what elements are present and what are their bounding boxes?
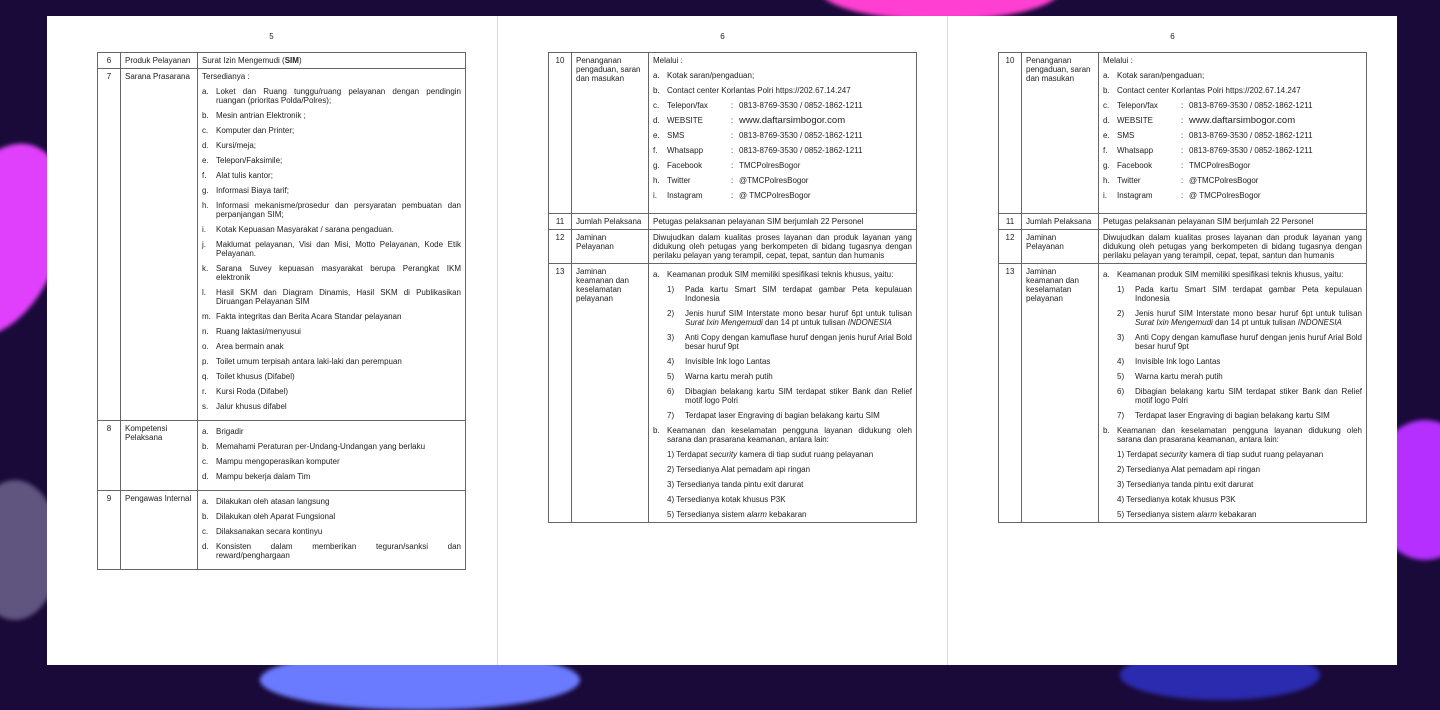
row-label: Penanganan pengaduan, saran dan masukan (572, 53, 649, 214)
row-content: Surat Izin Mengemudi (SIM) (198, 53, 466, 69)
list-item: b. Memahami Peraturan per-Undang-Undangan yang berlaku (202, 442, 426, 451)
contact-item: e. SMS : 0813-8769-3530 / 0852-1862-1211 (1103, 131, 1313, 140)
row-number: 11 (549, 214, 572, 230)
list-item: b. Keamanan dan keselamatan pengguna layanan didukung oleh sarana dan prasarana keamanan, antara lain: (653, 426, 912, 444)
list-intro: Melalui : (1103, 56, 1133, 65)
list-item: 7) Terdapat laser Engraving di bagian belakang kartu SIM (667, 411, 880, 420)
list-item: e. Telepon/Faksimile; (202, 156, 283, 165)
list-item: b. Dilakukan oleh Aparat Fungsional (202, 512, 336, 521)
row-content (649, 53, 917, 214)
table-row (98, 53, 466, 69)
list-item: c. Komputer dan Printer; (202, 126, 295, 135)
table-row (999, 214, 1367, 230)
service-standard-table (998, 52, 1367, 523)
row-label: Produk Pelayanan (121, 53, 198, 69)
row-number: 13 (999, 264, 1022, 523)
table-row (999, 264, 1367, 523)
table-row (999, 53, 1367, 214)
list-item: a. Kotak saran/pengaduan; (1103, 71, 1205, 80)
list-item: m. Fakta integritas dan Berita Acara Standar pelayanan (202, 312, 402, 321)
list-item: a. Keamanan produk SIM memiliki spesifikasi teknis khusus, yaitu: (1103, 270, 1344, 279)
contact-item: d. WEBSITE : www.daftarsimbogor.com (653, 115, 846, 126)
list-item: 3) Tersedianya tanda pintu exit darurat (667, 480, 804, 489)
contact-item: g. Facebook : TMCPolresBogor (1103, 161, 1251, 170)
table-row (98, 421, 466, 491)
list-item: q. Toilet khusus (Difabel) (202, 372, 295, 381)
row-label: Pengawas Internal (121, 491, 198, 570)
list-item: 5) Tersedianya sistem alarm kebakaran (667, 510, 807, 519)
contact-item: f. Whatsapp : 0813-8769-3530 / 0852-1862-1211 (1103, 146, 1313, 155)
list-item: 6) Dibagian belakang kartu SIM terdapat stiker Bank dan Relief motif logo Polri (1117, 387, 1362, 405)
row-label: Kompetensi Pelaksana (121, 421, 198, 491)
row-number: 8 (98, 421, 121, 491)
page-number: 6 (1170, 32, 1175, 41)
row-content (1099, 53, 1367, 214)
row-label: Jaminan keamanan dan keselamatan pelayanan (572, 264, 649, 523)
list-item: 3) Anti Copy dengan kamuflase huruf dengan jenis huruf Arial Bold besar huruf 9pt (667, 333, 912, 351)
list-item: a. Dilakukan oleh atasan langsung (202, 497, 330, 506)
list-item: a. Kotak saran/pengaduan; (653, 71, 755, 80)
row-label: Jaminan Pelayanan (572, 230, 649, 264)
list-item: n. Ruang laktasi/menyusui (202, 327, 301, 336)
list-item: a. Keamanan produk SIM memiliki spesifikasi teknis khusus, yaitu: (653, 270, 894, 279)
list-item: 2) Tersedianya Alat pemadam api ringan (1117, 465, 1261, 474)
list-item: o. Area bermain anak (202, 342, 284, 351)
row-number: 11 (999, 214, 1022, 230)
list-item: b. Contact center Korlantas Polri https://202.67.14.247 (1103, 86, 1301, 95)
list-item: 1) Pada kartu Smart SIM terdapat gambar Peta kepulauan Indonesia (1117, 285, 1362, 303)
list-item: d. Mampu bekerja dalam Tim (202, 472, 311, 481)
row-label: Jumlah Pelaksana (1022, 214, 1099, 230)
list-item: 2) Jenis huruf SIM Interstate mono besar huruf 6pt untuk tulisan Surat Ixin Mengemudi dan 14 pt untuk tulisan INDONESIA (667, 309, 912, 327)
list-item: 3) Tersedianya tanda pintu exit darurat (1117, 480, 1254, 489)
list-item: c. Mampu mengoperasikan komputer (202, 457, 340, 466)
list-item: b. Keamanan dan keselamatan pengguna layanan didukung oleh sarana dan prasarana keamanan, antara lain: (1103, 426, 1362, 444)
row-content (198, 421, 466, 491)
contact-item: c. Telepon/fax : 0813-8769-3530 / 0852-1862-1211 (653, 101, 863, 110)
list-item: d. Kursi/meja; (202, 141, 257, 150)
contact-item: h. Twitter : @TMCPolresBogor (1103, 176, 1259, 185)
list-item: 6) Dibagian belakang kartu SIM terdapat stiker Bank dan Relief motif logo Polri (667, 387, 912, 405)
document-sheet (47, 16, 1397, 665)
row-label: Jumlah Pelaksana (572, 214, 649, 230)
row-number: 7 (98, 69, 121, 421)
list-item: s. Jalur khusus difabel (202, 402, 287, 411)
list-item: 1) Pada kartu Smart SIM terdapat gambar Peta kepulauan Indonesia (667, 285, 912, 303)
page-6 (497, 16, 947, 665)
row-label: Jaminan Pelayanan (1022, 230, 1099, 264)
page-5 (47, 16, 496, 665)
row-content: Petugas pelaksanan pelayanan SIM berjumlah 22 Personel (649, 214, 917, 230)
list-item: 5) Warna kartu merah putih (667, 372, 773, 381)
list-item: 4) Invisible Ink logo Lantas (1117, 357, 1221, 366)
row-content (1099, 264, 1367, 523)
list-item: 4) Invisible Ink logo Lantas (667, 357, 771, 366)
list-item: a. Loket dan Ruang tunggu/ruang pelayanan dengan pendingin ruangan (prioritas Polda/Polres); (202, 87, 461, 105)
service-standard-table (548, 52, 917, 523)
contact-item: e. SMS : 0813-8769-3530 / 0852-1862-1211 (653, 131, 863, 140)
table-row (98, 491, 466, 570)
contact-item: c. Telepon/fax : 0813-8769-3530 / 0852-1862-1211 (1103, 101, 1313, 110)
row-content (198, 69, 466, 421)
row-label: Penanganan pengaduan, saran dan masukan (1022, 53, 1099, 214)
list-item: 4) Tersedianya kotak khusus P3K (1117, 495, 1236, 504)
contact-item: g. Facebook : TMCPolresBogor (653, 161, 801, 170)
list-item: p. Toilet umum terpisah antara laki-laki dan perempuan (202, 357, 402, 366)
row-number: 9 (98, 491, 121, 570)
list-item: 1) Terdapat security kamera di tiap sudut ruang pelayanan (667, 450, 874, 459)
list-item: 3) Anti Copy dengan kamuflase huruf dengan jenis huruf Arial Bold besar huruf 9pt (1117, 333, 1362, 351)
contact-item: h. Twitter : @TMCPolresBogor (653, 176, 809, 185)
table-row (549, 230, 917, 264)
row-number: 6 (98, 53, 121, 69)
list-intro: Melalui : (653, 56, 683, 65)
list-item: l. Hasil SKM dan Diagram Dinamis, Hasil SKM di Publikasikan Diruangan Pelayanan SIM (202, 288, 461, 306)
table-row (999, 230, 1367, 264)
list-item: 5) Tersedianya sistem alarm kebakaran (1117, 510, 1257, 519)
row-content: Diwujudkan dalam kualitas proses layanan dan produk layanan yang didukung oleh petugas yang berkompeten di bidang tugasnya dengan perilaku pelayan yang terampil, cepat, tepat, santun dan humanis (1099, 230, 1367, 264)
row-content (198, 491, 466, 570)
list-item: i. Kotak Kepuasan Masyarakat / sarana pengaduan. (202, 225, 394, 234)
list-item: d. Konsisten dalam memberikan teguran/sanksi dan reward/penghargaan (202, 542, 461, 560)
list-item: 5) Warna kartu merah putih (1117, 372, 1223, 381)
row-number: 12 (549, 230, 572, 264)
contact-item: d. WEBSITE : www.daftarsimbogor.com (1103, 115, 1296, 126)
list-item: h. Informasi mekanisme/prosedur dan persyaratan pembuatan dan perpanjangan SIM; (202, 201, 461, 219)
list-item: 2) Jenis huruf SIM Interstate mono besar huruf 6pt untuk tulisan Surat Ixin Mengemudi dan 14 pt untuk tulisan INDONESIA (1117, 309, 1362, 327)
page-6-duplicate (947, 16, 1397, 665)
list-item: c. Dilaksanakan secara kontinyu (202, 527, 323, 536)
list-item: 2) Tersedianya Alat pemadam api ringan (667, 465, 811, 474)
table-row (98, 69, 466, 421)
service-standard-table (97, 52, 466, 570)
list-item: 7) Terdapat laser Engraving di bagian belakang kartu SIM (1117, 411, 1330, 420)
list-item: k. Sarana Suvey kepuasan masyarakat berupa Perangkat IKM elektronik (202, 264, 461, 282)
list-item: f. Alat tulis kantor; (202, 171, 273, 180)
row-content: Diwujudkan dalam kualitas proses layanan dan produk layanan yang didukung oleh petugas yang berkompeten di bidang tugasnya dengan perilaku pelayan yang terampil, cepat, tepat, santun dan humanis (649, 230, 917, 264)
list-item: b. Mesin antrian Elektronik ; (202, 111, 306, 120)
list-intro: Tersedianya : (202, 72, 250, 81)
list-item: a. Brigadir (202, 427, 244, 436)
row-number: 12 (999, 230, 1022, 264)
list-item: j. Maklumat pelayanan, Visi dan Misi, Motto Pelayanan, Kode Etik Pelayanan. (202, 240, 461, 258)
contact-item: f. Whatsapp : 0813-8769-3530 / 0852-1862-1211 (653, 146, 863, 155)
row-number: 13 (549, 264, 572, 523)
row-number: 10 (549, 53, 572, 214)
list-item: g. Informasi Biaya tarif; (202, 186, 289, 195)
page-number: 6 (720, 32, 725, 41)
contact-item: i. Instagram : @ TMCPolresBogor (1103, 191, 1261, 200)
row-label: Jaminan keamanan dan keselamatan pelayanan (1022, 264, 1099, 523)
table-row (549, 214, 917, 230)
row-number: 10 (999, 53, 1022, 214)
list-item: 1) Terdapat security kamera di tiap sudut ruang pelayanan (1117, 450, 1324, 459)
table-row (549, 53, 917, 214)
list-item: b. Contact center Korlantas Polri https://202.67.14.247 (653, 86, 851, 95)
page-number: 5 (269, 32, 274, 41)
row-content (649, 264, 917, 523)
row-label: Sarana Prasarana (121, 69, 198, 421)
contact-item: i. Instagram : @ TMCPolresBogor (653, 191, 811, 200)
row-content: Petugas pelaksanan pelayanan SIM berjumlah 22 Personel (1099, 214, 1367, 230)
table-row (549, 264, 917, 523)
list-item: r. Kursi Roda (Difabel) (202, 387, 289, 396)
list-item: 4) Tersedianya kotak khusus P3K (667, 495, 786, 504)
